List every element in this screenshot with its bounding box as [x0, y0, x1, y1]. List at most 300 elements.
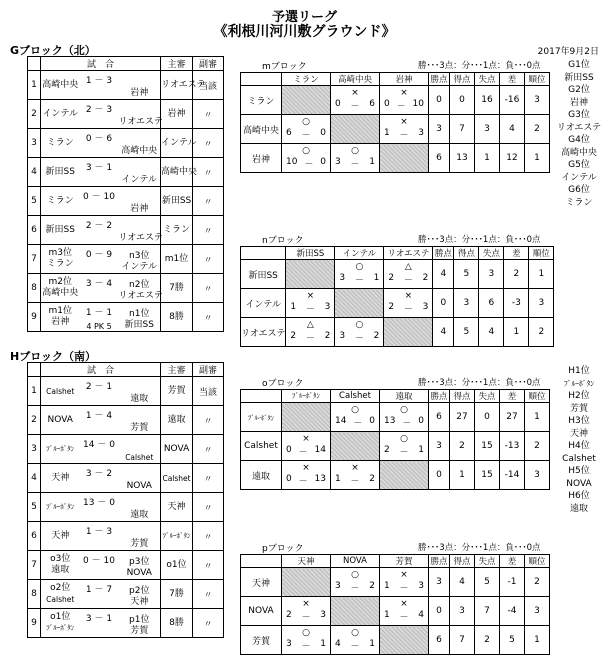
sub-referee: 当該	[193, 71, 224, 100]
result-cell	[335, 318, 384, 347]
referee	[161, 71, 206, 100]
sub-referee: 〃	[193, 493, 224, 522]
stat-header: 順位	[525, 555, 550, 568]
score-left: 2	[388, 273, 395, 283]
goal-diff: -4	[500, 597, 525, 626]
score-right: 3	[320, 610, 326, 620]
score-dash: －	[305, 305, 315, 315]
rank: 2	[525, 432, 550, 461]
sub-referee: 〃	[193, 303, 224, 332]
score-left: 0	[286, 474, 292, 484]
round-robin-row	[241, 597, 550, 626]
team-home	[41, 274, 80, 303]
result-score	[388, 302, 428, 315]
team-name: NOVA	[126, 568, 152, 578]
match-no: 8	[28, 274, 41, 303]
win-points: 4	[433, 260, 454, 289]
match-row	[28, 493, 224, 522]
team-name: ミラン	[46, 195, 74, 206]
referee	[161, 187, 193, 216]
team-name: 高崎中央	[161, 166, 198, 177]
match-score	[80, 493, 119, 522]
score-text: 2 － 1	[85, 382, 113, 392]
team-away	[119, 216, 161, 245]
result-mark: ×	[351, 88, 359, 98]
result-mark: ×	[302, 434, 310, 444]
result-cell	[331, 403, 380, 432]
row-team: 芳賀	[241, 626, 282, 655]
match-row	[28, 464, 224, 493]
sub-referee: 〃	[193, 406, 224, 435]
match-score	[80, 303, 119, 332]
team-home	[41, 377, 80, 406]
sub-referee: 〃	[193, 129, 224, 158]
round-robin-row	[241, 318, 554, 347]
self-cell	[380, 626, 429, 655]
score-left: 0	[335, 99, 341, 109]
result-mark: ○	[351, 146, 359, 156]
match-score	[80, 100, 119, 129]
score-dash: －	[354, 276, 364, 286]
score-left: 3	[286, 639, 292, 649]
result-wrap	[331, 626, 379, 654]
team-name: 天神	[51, 472, 70, 483]
stat-header: 順位	[525, 390, 550, 403]
score-dash: －	[350, 584, 360, 594]
team-away	[119, 609, 161, 638]
sub-referee: 〃	[193, 551, 224, 580]
result-score	[286, 610, 326, 623]
rank: 2	[525, 568, 550, 597]
team-header: 天神	[282, 555, 331, 568]
row-team: インテル	[241, 289, 286, 318]
stat-header: 失点	[475, 555, 500, 568]
sub-referee: 〃	[193, 580, 224, 609]
points-rule: 勝･･･3点：分･･･1点：負･･･0点	[418, 61, 541, 71]
match-no: 6	[28, 216, 41, 245]
score-right: 10	[412, 99, 424, 109]
points-rule: 勝･･･3点：分･･･1点：負･･･0点	[418, 235, 541, 245]
result-mark: ○	[302, 117, 310, 127]
score-text: 0 － 10	[83, 556, 115, 566]
self-cell	[282, 86, 331, 115]
sub-referee: 〃	[193, 158, 224, 187]
match-score	[80, 158, 119, 187]
team-name: 岩神	[130, 204, 149, 214]
round-robin-row	[241, 289, 554, 318]
team-home	[41, 435, 80, 464]
match-score	[80, 71, 119, 100]
score-right: 2	[324, 331, 331, 341]
score-left: 1	[290, 302, 297, 312]
match-row	[28, 100, 224, 129]
goals-against: 5	[475, 568, 500, 597]
referee-header: 主審	[161, 363, 193, 377]
match-no: 8	[28, 580, 41, 609]
goals-for: 27	[450, 403, 475, 432]
match-row	[28, 609, 224, 638]
round-robin-row	[241, 626, 550, 655]
corner-cell	[241, 555, 282, 568]
team-home	[41, 100, 80, 129]
sub-referee: 〃	[193, 464, 224, 493]
referee	[161, 245, 193, 274]
team-header: 岩神	[380, 73, 429, 86]
match-row	[28, 187, 224, 216]
score-dash: －	[403, 305, 413, 315]
team-name: 芳賀	[130, 626, 149, 636]
win-points: 0	[429, 597, 450, 626]
score-right: 1	[369, 639, 375, 649]
score-left: 2	[286, 610, 292, 620]
goals-against: 3	[479, 260, 504, 289]
stat-header: 順位	[525, 73, 550, 86]
score-left: 0	[286, 445, 292, 455]
match-no: 2	[28, 100, 41, 129]
result-cell	[331, 568, 380, 597]
g-block-label: Gブロック（北）	[10, 44, 96, 57]
goals-for: 7	[450, 626, 475, 655]
match-header: 試 合	[41, 57, 161, 71]
score-right: 1	[373, 273, 380, 283]
self-cell	[380, 461, 429, 490]
result-cell	[282, 626, 331, 655]
team-away	[119, 493, 161, 522]
rank-team: 高崎中央	[560, 147, 597, 158]
team-name: n3位	[129, 251, 150, 261]
result-mark: △	[306, 320, 314, 330]
team-name: n1位	[129, 309, 150, 319]
result-score	[335, 416, 375, 429]
team-header: 遠取	[380, 390, 429, 403]
pk-text: 4 PK 5	[86, 322, 112, 331]
p-block-label: pブロック	[262, 544, 304, 554]
rank-team: 遠取	[569, 503, 588, 514]
result-score	[286, 474, 326, 487]
team-name: 芳賀	[130, 539, 149, 549]
team-name: 岩神	[167, 108, 186, 119]
score-text: 3 － 1	[85, 163, 113, 173]
match-score	[80, 129, 119, 158]
team-name: インテル	[121, 262, 158, 272]
goals-for: 3	[450, 597, 475, 626]
match-row	[28, 551, 224, 580]
goals-for: 1	[450, 461, 475, 490]
sub-referee: 〃	[193, 216, 224, 245]
goals-for: 2	[450, 432, 475, 461]
o-block-label: oブロック	[262, 379, 304, 389]
result-cell	[331, 461, 380, 490]
referee	[161, 493, 193, 522]
result-wrap	[331, 86, 379, 114]
match-no: 1	[28, 71, 41, 100]
stat-header: 勝点	[429, 555, 450, 568]
corner-cell	[28, 363, 41, 377]
team-name: 岩神	[130, 88, 149, 98]
team-name: 高崎中央	[42, 79, 79, 90]
goals-for: 5	[454, 318, 479, 347]
score-dash: －	[353, 419, 363, 429]
team-name: p3位	[129, 557, 150, 567]
match-header: 試 合	[41, 363, 161, 377]
match-score	[80, 187, 119, 216]
corner-cell	[28, 57, 41, 71]
team-name: Calshet	[46, 386, 75, 396]
points-rule: 勝･･･3点：分･･･1点：負･･･0点	[418, 378, 541, 388]
rank-label: G2位	[568, 85, 590, 95]
result-cell	[384, 260, 433, 289]
match-no: 9	[28, 609, 41, 638]
team-header: 高崎中央	[331, 73, 380, 86]
result-score	[286, 445, 326, 458]
score-dash: －	[298, 477, 308, 487]
match-no: 5	[28, 493, 41, 522]
score-dash: －	[305, 334, 315, 344]
team-name: 遠取	[167, 414, 186, 425]
score-right: 0	[369, 416, 375, 426]
rank: 3	[525, 597, 550, 626]
corner-cell	[241, 247, 286, 260]
team-home	[41, 522, 80, 551]
self-cell	[286, 260, 335, 289]
team-away	[119, 377, 161, 406]
score-dash: －	[396, 102, 406, 112]
result-mark: ×	[306, 291, 315, 301]
round-robin-row	[241, 432, 550, 461]
stat-header: 勝点	[433, 247, 454, 260]
result-mark: ×	[404, 291, 413, 301]
team-name: o1位	[50, 612, 71, 622]
result-cell	[380, 115, 429, 144]
team-header: 芳賀	[380, 555, 429, 568]
goals-against: 6	[479, 289, 504, 318]
result-cell	[286, 318, 335, 347]
match-no: 2	[28, 406, 41, 435]
result-score	[384, 581, 424, 594]
team-header: 新田SS	[286, 247, 335, 260]
team-header: Calshet	[331, 390, 380, 403]
match-no: 4	[28, 158, 41, 187]
team-name: Calshet	[125, 453, 154, 462]
team-name: p2位	[129, 586, 150, 596]
result-wrap	[380, 403, 428, 431]
score-dash: －	[399, 613, 409, 623]
team-home	[41, 187, 80, 216]
team-name: 新田SS	[45, 224, 75, 235]
score-right: 3	[324, 302, 331, 312]
goal-diff: 4	[500, 115, 525, 144]
rank-team: インテル	[561, 172, 597, 183]
score-dash: －	[301, 131, 311, 141]
score-text: 1 － 1	[85, 308, 113, 318]
rank-label: H1位	[568, 366, 590, 376]
team-name: 岩神	[51, 317, 70, 327]
match-score	[80, 377, 119, 406]
team-name: 芳賀	[130, 423, 149, 433]
match-score	[80, 609, 119, 638]
team-name: 8勝	[169, 617, 184, 628]
result-cell	[380, 568, 429, 597]
result-cell	[384, 289, 433, 318]
result-wrap	[384, 260, 432, 288]
row-team: リオエステ	[241, 318, 286, 347]
team-away	[119, 187, 161, 216]
stat-header: 得点	[454, 247, 479, 260]
h-block-label: Hブロック（南）	[10, 350, 96, 363]
score-right: 14	[314, 445, 326, 455]
rank-team: NOVA	[566, 478, 592, 489]
team-name: NOVA	[47, 414, 73, 425]
match-no: 3	[28, 129, 41, 158]
rank-team: Calshet	[562, 453, 596, 464]
result-score	[339, 273, 379, 286]
result-cell	[282, 115, 331, 144]
score-right: 0	[320, 157, 326, 167]
goals-for: 0	[450, 86, 475, 115]
score-text: 1 － 3	[85, 527, 113, 537]
goal-diff: 27	[500, 403, 525, 432]
round-robin-row	[241, 260, 554, 289]
match-row	[28, 245, 224, 274]
match-no: 3	[28, 435, 41, 464]
score-left: 1	[384, 128, 390, 138]
result-score	[384, 128, 424, 141]
team-home	[41, 245, 80, 274]
team-away	[119, 435, 161, 464]
score-right: 0	[418, 416, 424, 426]
score-left: 13	[384, 416, 396, 426]
team-name: インテル	[121, 175, 158, 185]
result-score	[384, 99, 424, 112]
referee	[161, 377, 193, 406]
referee	[161, 580, 193, 609]
row-team: 高崎中央	[241, 115, 282, 144]
score-dash: －	[301, 613, 311, 623]
score-dash: －	[298, 448, 308, 458]
stat-header: 順位	[529, 247, 554, 260]
goal-diff: 1	[504, 318, 529, 347]
result-mark: ○	[302, 628, 310, 638]
sub-referee: 〃	[193, 435, 224, 464]
match-row	[28, 303, 224, 332]
rank-team: ミラン	[565, 197, 593, 208]
score-left: 1	[335, 474, 341, 484]
stat-header: 失点	[475, 390, 500, 403]
score-dash: －	[350, 642, 360, 652]
result-wrap	[331, 568, 379, 596]
team-away	[119, 464, 161, 493]
points-rule: 勝･･･3点：分･･･1点：負･･･0点	[418, 543, 541, 553]
g-block-final-standings	[549, 59, 609, 209]
result-wrap	[384, 289, 432, 317]
team-home	[41, 216, 80, 245]
sub-referee: 〃	[193, 100, 224, 129]
team-name: ミラン	[163, 224, 191, 235]
rank: 1	[529, 260, 554, 289]
rank-label: H5位	[568, 466, 590, 476]
team-home	[41, 406, 80, 435]
team-home	[41, 158, 80, 187]
stat-header: 差	[500, 555, 525, 568]
result-cell	[380, 86, 429, 115]
goal-diff: -14	[500, 461, 525, 490]
result-wrap	[282, 432, 330, 460]
goal-diff: -13	[500, 432, 525, 461]
score-left: 2	[290, 331, 297, 341]
goals-for: 4	[450, 568, 475, 597]
goals-against: 2	[475, 626, 500, 655]
goals-against: 15	[475, 461, 500, 490]
match-row	[28, 377, 224, 406]
team-name: p1位	[129, 615, 150, 625]
score-right: 6	[369, 99, 375, 109]
result-score	[335, 157, 375, 170]
rank: 2	[525, 115, 550, 144]
referee	[161, 609, 193, 638]
rank-team: 新田SS	[564, 72, 594, 83]
score-left: 3	[339, 331, 346, 341]
round-robin-row	[241, 115, 550, 144]
team-header: インテル	[335, 247, 384, 260]
round-robin-row	[241, 461, 550, 490]
team-away	[119, 129, 161, 158]
h-block-final-standings	[549, 365, 609, 515]
score-right: 0	[320, 128, 326, 138]
goals-against: 0	[475, 403, 500, 432]
team-name: インテル	[42, 108, 79, 119]
rank-label: G4位	[568, 135, 590, 145]
result-score	[335, 99, 375, 112]
self-cell	[282, 403, 331, 432]
referee	[161, 522, 193, 551]
win-points: 4	[433, 318, 454, 347]
team-name: NOVA	[126, 481, 152, 491]
match-no: 9	[28, 303, 41, 332]
score-text: 0 － 6	[85, 134, 113, 144]
team-name: 芳賀	[167, 385, 186, 396]
match-row	[28, 129, 224, 158]
rank-team: ﾌﾞﾙｰﾎﾞﾀﾝ	[564, 378, 594, 388]
sub-referee: 当該	[193, 377, 224, 406]
round-robin-row	[241, 86, 550, 115]
team-name: Calshet	[162, 473, 191, 483]
goals-for: 3	[454, 289, 479, 318]
match-row	[28, 435, 224, 464]
team-away	[119, 274, 161, 303]
score-dash: －	[399, 448, 409, 458]
self-cell	[331, 432, 380, 461]
result-mark: ×	[400, 599, 408, 609]
result-mark: ×	[351, 463, 359, 473]
m-block-label: mブロック	[262, 62, 307, 72]
match-score	[80, 245, 119, 274]
self-cell	[331, 115, 380, 144]
score-left: 1	[384, 581, 390, 591]
score-text: 14 － 0	[83, 440, 115, 450]
score-dash: －	[399, 584, 409, 594]
team-away	[119, 158, 161, 187]
score-right: 2	[369, 581, 375, 591]
win-points: 3	[429, 115, 450, 144]
stat-header: 失点	[475, 73, 500, 86]
team-name: ミラン	[46, 137, 74, 148]
rank-label: H2位	[568, 391, 590, 401]
team-name: ﾌﾞﾙｰﾎﾞﾀﾝ	[46, 624, 75, 632]
score-dash: －	[403, 276, 413, 286]
result-wrap	[331, 461, 379, 489]
round-robin-row	[241, 403, 550, 432]
score-text: 13 － 0	[83, 498, 115, 508]
